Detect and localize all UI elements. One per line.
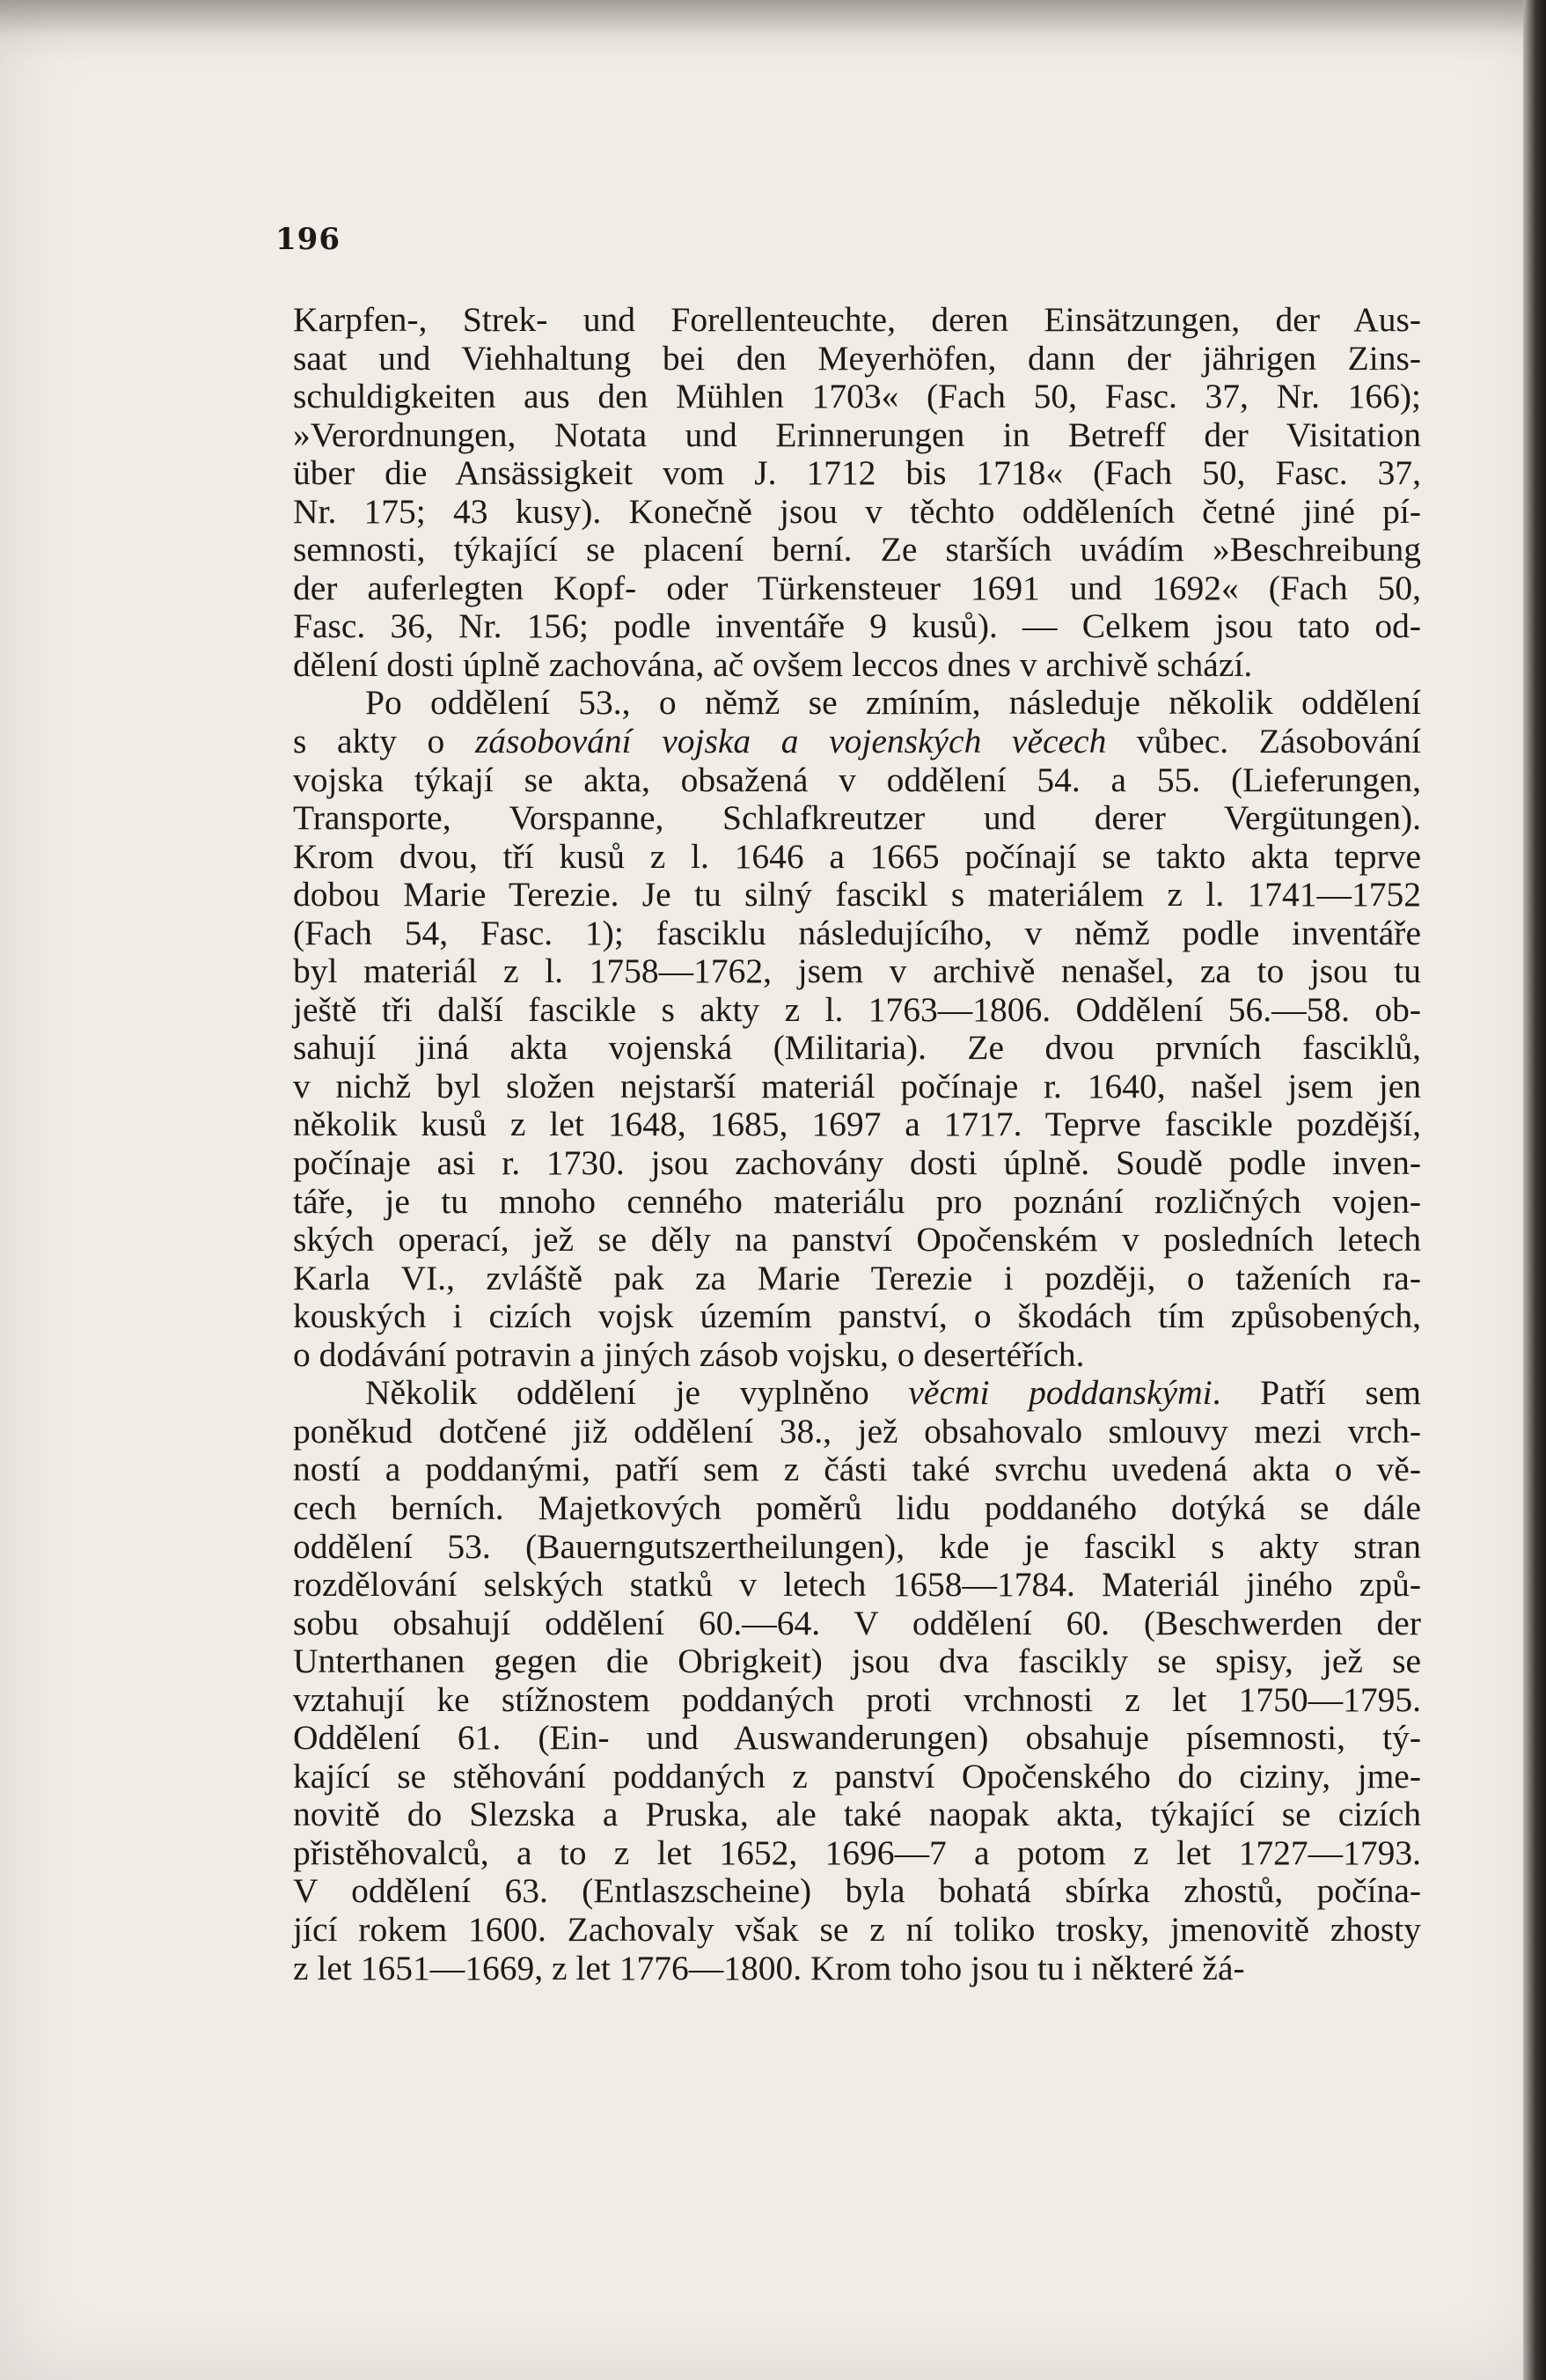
paragraph [293, 1374, 1421, 1987]
text-line: schuldigkeiten aus den Mühlen 1703« (Fach 50, Fasc. 37, Nr. 166); [293, 377, 1421, 416]
body-text [293, 301, 1421, 1987]
text-line: Po oddělení 53., o němž se zmíním, následuje několik oddělení [365, 683, 1421, 723]
text-line: ností a poddanými, patří sem z části také svrchu uvedená akta o vě- [293, 1450, 1421, 1489]
text-line: cech berních. Majetkových poměrů lidu poddaného dotýká se dále [293, 1488, 1421, 1527]
paragraph [293, 684, 1421, 1374]
text-line: »Verordnungen, Notata und Erinnerungen in Betreff der Visitation [293, 415, 1421, 454]
text-line: sahují jiná akta vojenská (Militaria). Ze dvou prvních fasciklů, [293, 1028, 1421, 1068]
scan-shadow-top [0, 0, 1546, 62]
text-line: Transporte, Vorspanne, Schlafkreutzer und derer Vergütungen). [293, 798, 1421, 838]
text-line: poněkud dotčené již oddělení 38., jež obsahovalo smlouvy mezi vrch- [293, 1411, 1421, 1451]
text-line: počínaje asi r. 1730. jsou zachovány dosti úplně. Soudě podle inven- [293, 1143, 1421, 1183]
text-line: Nr. 175; 43 kusy). Konečně jsou v těchto odděleních četné jiné pí- [293, 491, 1421, 531]
text-line: kající se stěhování poddaných z panství Opočenského do ciziny, jme- [293, 1756, 1421, 1796]
text-line: v nichž byl složen nejstarší materiál počínaje r. 1640, našel jsem jen [293, 1066, 1421, 1106]
text-line: táře, je tu mnoho cenného materiálu pro poznání rozličných vojen- [293, 1181, 1421, 1221]
scan-shadow-right [1523, 0, 1546, 2380]
text-line: V oddělení 63. (Entlaszscheine) byla bohatá sbírka zhostů, počína- [293, 1871, 1421, 1911]
text-line: Fasc. 36, Nr. 156; podle inventáře 9 kusů). — Celkem jsou tato od- [293, 606, 1421, 646]
text-line: kouských i cizích vojsk územím panství, o škodách tím způsobených, [293, 1297, 1421, 1336]
text-line: oddělení 53. (Bauerngutszertheilungen), kde je fascikl s akty stran [293, 1526, 1421, 1566]
text-line: dělení dosti úplně zachována, ač ovšem leccos dnes v archivě schází. [293, 644, 1253, 684]
text-line: Krom dvou, tří kusů z l. 1646 a 1665 počínají se takto akta teprve [293, 836, 1421, 876]
text-line: rozdělování selských statků v letech 1658—1784. Materiál jiného způ- [293, 1565, 1421, 1605]
text-line: dobou Marie Terezie. Je tu silný fascikl s materiálem z l. 1741—1752 [293, 875, 1421, 915]
text-line: Karpfen-, Strek- und Forellenteuchte, deren Einsätzungen, der Aus- [293, 300, 1421, 339]
text-line: der auferlegten Kopf- oder Türkensteuer 1691 und 1692« (Fach 50, [293, 568, 1421, 607]
text-line: vojska týkají se akta, obsažená v oddělení 54. a 55. (Lieferungen, [293, 760, 1421, 799]
text-line: přistěhovalců, a to z let 1652, 1696—7 a potom z let 1727—1793. [293, 1833, 1421, 1872]
text-line: ještě tři další fascikle s akty z l. 1763—1806. Oddělení 56.—58. ob- [293, 989, 1421, 1029]
text-line: (Fach 54, Fasc. 1); fasciklu následujícího, v němž podle inventáře [293, 913, 1421, 952]
text-line: jící rokem 1600. Zachovaly však se z ní toliko trosky, jmenovitě zhosty [293, 1909, 1421, 1949]
text-line: o dodávání potravin a jiných zásob vojsku, o desertéřích. [293, 1334, 1085, 1374]
text-line: Několik oddělení je vyplněno věcmi poddanskými. Patří sem [365, 1373, 1421, 1413]
text-line: byl materiál z l. 1758—1762, jsem v archivě nenašel, za to jsou tu [293, 951, 1421, 991]
paragraph [293, 301, 1421, 684]
text-line: Oddělení 61. (Ein- und Auswanderungen) obsahuje písemnosti, tý- [293, 1718, 1421, 1758]
text-line: ských operací, jež se děly na panství Opočenském v posledních letech [293, 1220, 1421, 1260]
text-line: novitě do Slezska a Pruska, ale také naopak akta, týkající se cizích [293, 1795, 1421, 1834]
text-line: Karla VI., zvláště pak za Marie Terezie i později, o taženích ra- [293, 1258, 1421, 1297]
text-line: sobu obsahují oddělení 60.—64. V oddělení 60. (Beschwerden der [293, 1603, 1421, 1642]
text-line: několik kusů z let 1648, 1685, 1697 a 1717. Teprve fascikle pozdější, [293, 1105, 1421, 1144]
text-line: vztahují ke stížnostem poddaných proti vrchnosti z let 1750—1795. [293, 1679, 1421, 1719]
text-line: Unterthanen gegen die Obrigkeit) jsou dva fascikly se spisy, jež se [293, 1642, 1421, 1681]
page-number: 196 [275, 222, 341, 257]
text-line: z let 1651—1669, z let 1776—1800. Krom toho jsou tu i některé žá- [293, 1948, 1245, 1987]
text-line: s akty o zásobování vojska a vojenských věcech vůbec. Zásobování [293, 722, 1421, 761]
text-line: saat und Viehhaltung bei den Meyerhöfen, dann der jährigen Zins- [293, 338, 1421, 378]
text-line: über die Ansässigkeit vom J. 1712 bis 1718« (Fach 50, Fasc. 37, [293, 453, 1421, 493]
text-line: semnosti, týkající se placení berní. Ze starších uvádím »Beschreibung [293, 530, 1421, 569]
